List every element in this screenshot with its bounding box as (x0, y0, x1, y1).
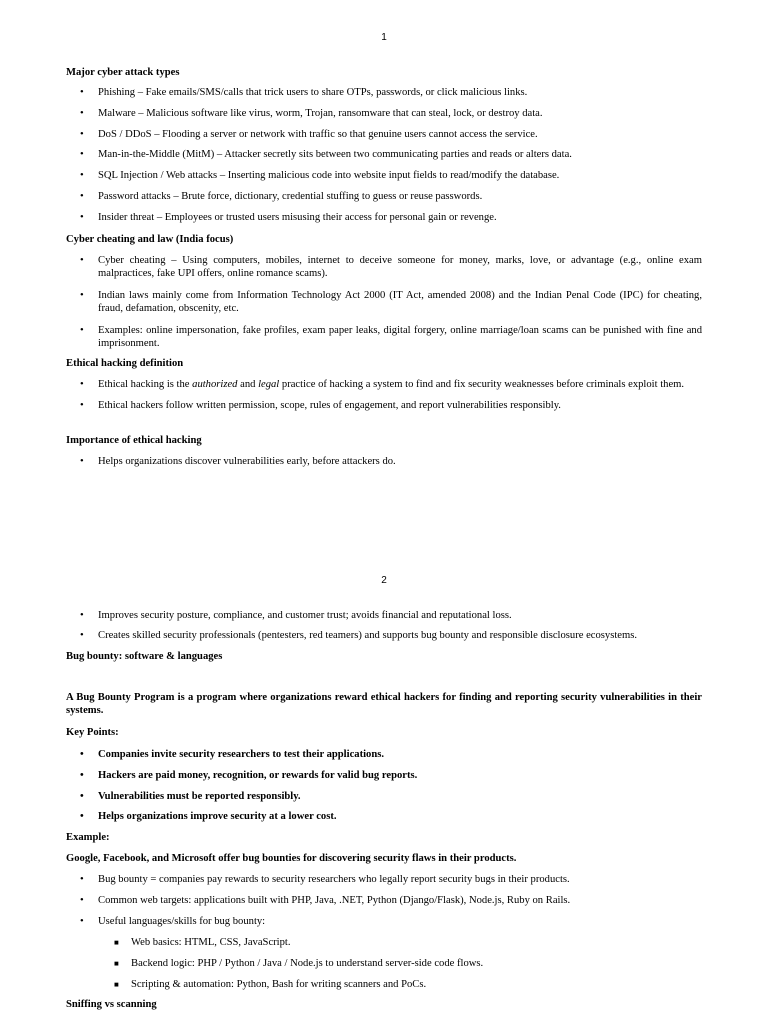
list-item: • DoS / DDoS – Flooding a server or network with traffic so that genuine users cannot access the service. (80, 128, 538, 140)
bullet-icon: • (80, 170, 84, 182)
section-bug-bounty (66, 650, 702, 663)
list-item: ■ Backend logic: PHP / Python / Java / Node.js to understand server-side code flows. (114, 957, 484, 969)
section-importance (66, 434, 702, 447)
bullet-icon: • (80, 874, 84, 885)
bullet-icon: • (80, 400, 84, 412)
bullet-icon: • (80, 749, 84, 760)
heading-cyber-law: Cyber cheating and law (India focus) (66, 234, 234, 245)
attack-types-list (66, 86, 702, 224)
list-item: • Common web targets: applications built with PHP, Java, .NET, Python (Django/Flask), Node.js, Ruby on Rails. (80, 894, 571, 906)
square-bullet-icon: ■ (114, 979, 119, 989)
list-item: • Companies invite security researchers to test their applications. (80, 749, 384, 760)
bullet-icon: • (80, 790, 84, 802)
skills-list (66, 936, 702, 991)
list-item: ■ Scripting & automation: Python, Bash for writing scanners and PoCs. (114, 978, 427, 990)
bullet-icon: • (80, 128, 84, 140)
key-points-label: Key Points: (66, 727, 119, 738)
section-attack-types (66, 66, 702, 79)
list-item: • Cyber cheating – Using computers, mobiles, internet to deceive someone for money, marks, love, or advantage (e.g., online exam malpractices, fake UPI offers, online romance scams). (80, 255, 702, 280)
section-sniffing (66, 998, 702, 1011)
list-item: • SQL Injection / Web attacks – Inserting malicious code into website input fields to read/modify the database. (80, 170, 560, 182)
list-item: • Ethical hacking is the authorized and legal practice of hacking a system to find and fix security weaknesses before criminals exploit them. (80, 379, 685, 390)
page-number-1: 1 (381, 32, 387, 43)
list-item: • Ethical hackers follow written permission, scope, rules of engagement, and report vulnerabilities responsibly. (80, 400, 561, 412)
heading-bug-bounty: Bug bounty: software & languages (66, 651, 223, 662)
importance-continued-list (66, 609, 702, 643)
bug-bounty-intro (66, 691, 702, 718)
bullet-icon: • (80, 149, 84, 161)
bullet-icon: • (80, 379, 84, 390)
list-item: • Insider threat – Employees or trusted users misusing their access for personal gain or revenge. (80, 211, 497, 223)
list-item: • Useful languages/skills for bug bounty: (80, 915, 266, 927)
section-cyber-law (66, 233, 702, 246)
bullet-icon: • (80, 456, 84, 467)
ethical-definition-list (66, 378, 702, 413)
bullet-icon: • (80, 811, 84, 823)
list-item: • Indian laws mainly come from Information Technology Act 2000 (IT Act, amended 2008) and the Indian Penal Code (IPC) for cheating, fraud, defamation, obscenity, etc. (80, 289, 702, 315)
bullet-icon: • (80, 324, 84, 336)
heading-attack-types: Major cyber attack types (66, 67, 180, 78)
list-item: • Helps organizations discover vulnerabilities early, before attackers do. (80, 456, 396, 467)
key-points-list (66, 748, 702, 824)
example-label: Example: (66, 832, 110, 843)
bullet-icon: • (80, 894, 84, 906)
key-points-label-block (66, 726, 702, 739)
list-item: • Improves security posture, compliance, and customer trust; avoids financial and reputational loss. (80, 610, 512, 621)
example-label-block (66, 831, 702, 844)
bounty-points-list (66, 873, 702, 928)
bullet-icon: • (80, 87, 84, 98)
bullet-icon: • (80, 915, 84, 927)
list-item: • Vulnerabilities must be reported responsibly. (80, 790, 301, 802)
bullet-icon: • (80, 289, 84, 301)
list-item: • Bug bounty = companies pay rewards to security researchers who legally report security bugs in their products. (80, 874, 570, 885)
bullet-icon: • (80, 190, 84, 202)
importance-list (66, 455, 702, 468)
list-item: ■ Web basics: HTML, CSS, JavaScript. (114, 937, 291, 948)
section-ethical-definition (66, 357, 702, 370)
list-item: • Malware – Malicious software like virus, worm, Trojan, ransomware that can steal, lock, or destroy data. (80, 107, 543, 119)
cyber-law-list (66, 254, 702, 350)
list-item: • Hackers are paid money, recognition, or rewards for valid bug reports. (80, 769, 418, 781)
square-bullet-icon: ■ (114, 938, 119, 947)
list-item: • Examples: online impersonation, fake profiles, exam paper leaks, digital forgery, online marriage/loan scams can be punished with fine and imprisonment. (80, 324, 702, 350)
list-item: • Creates skilled security professionals (pentesters, red teamers) and supports bug bounty and responsible disclosure ecosystems. (80, 630, 637, 642)
heading-sniffing: Sniffing vs scanning (66, 999, 157, 1010)
bullet-icon: • (80, 610, 84, 621)
bullet-icon: • (80, 630, 84, 642)
list-item: • Phishing – Fake emails/SMS/calls that trick users to share OTPs, passwords, or click malicious links. (80, 87, 528, 98)
bullet-icon: • (80, 107, 84, 119)
square-bullet-icon: ■ (114, 958, 119, 968)
heading-importance: Importance of ethical hacking (66, 435, 202, 446)
example-text-block (66, 852, 702, 865)
bullet-icon: • (80, 211, 84, 223)
example-text: Google, Facebook, and Microsoft offer bug bounties for discovering security flaws in their products. (66, 853, 517, 864)
heading-ethical-definition: Ethical hacking definition (66, 358, 184, 369)
bullet-icon: • (80, 769, 84, 781)
bug-bounty-intro-text: A Bug Bounty Program is a program where organizations reward ethical hackers for finding and reporting security vulnerabilities in their systems. (66, 692, 702, 717)
list-item: • Man-in-the-Middle (MitM) – Attacker secretly sits between two communicating parties and reads or alters data. (80, 149, 572, 161)
list-item: • Helps organizations improve security at a lower cost. (80, 811, 337, 823)
bullet-icon: • (80, 255, 84, 266)
list-item: • Password attacks – Brute force, dictionary, credential stuffing to guess or reuse passwords. (80, 190, 483, 202)
page-number-2: 2 (381, 575, 387, 586)
